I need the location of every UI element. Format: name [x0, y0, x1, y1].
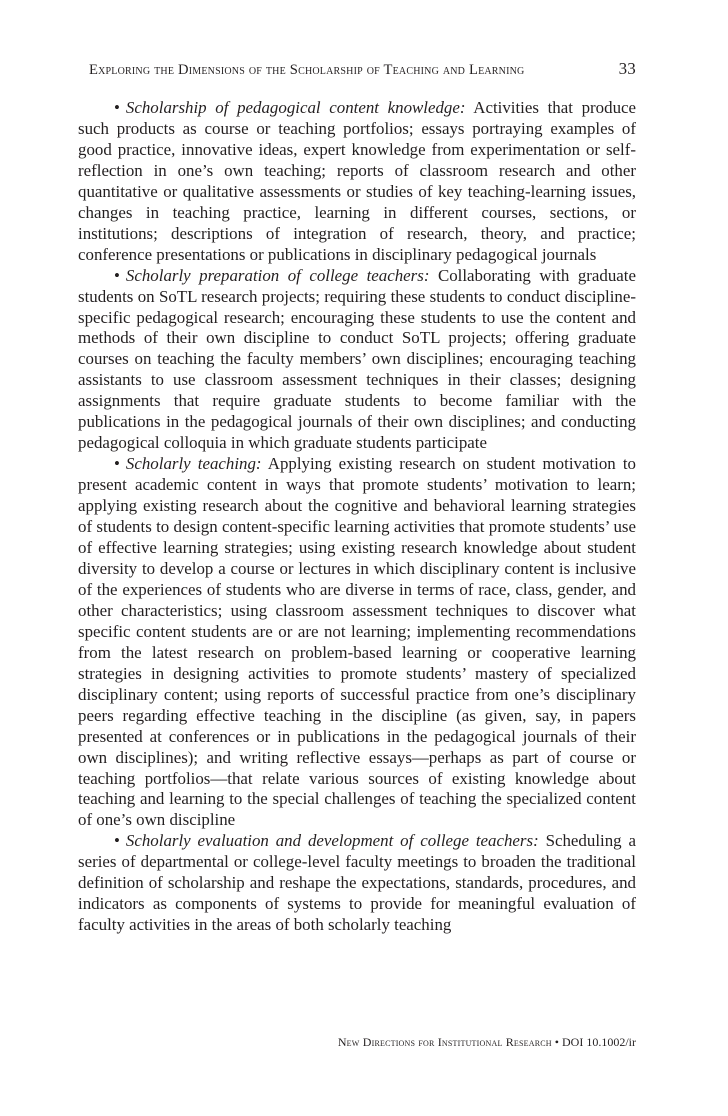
- page-footer: [338, 1035, 636, 1050]
- page-number: 33: [618, 59, 636, 78]
- bullet-icon: •: [114, 831, 120, 851]
- paragraph-scholarly-preparation: [78, 266, 636, 455]
- bullet-icon: •: [114, 265, 120, 285]
- body-text: [78, 98, 636, 936]
- paragraph-term: Scholarly teaching:: [125, 454, 262, 474]
- paragraph-text: Activities that produce such products as course or teaching portfolios; essays portraying examples of good practice, innovative ideas, expert knowledge from experimentation or self-reflection in one’s own teaching; reports of classroom research and other quantitative or qualitative assessments or studies of key teaching-learning issues, changes in teaching practice, learning in different courses, sections, or institutions; descriptions of integration of research, theory, and practice; conference presentations or publications in disciplinary pedagogical journals: [78, 98, 637, 264]
- paragraph-scholarly-evaluation: [78, 831, 636, 936]
- paragraph-text: Applying existing research on student motivation to present academic content in ways that promote students’ motivation to learn; applying existing research about the cognitive and behavioral learning strategies of students to design content-specific learning activities that promote students’ use of effective learning strategies; using existing research knowledge about student diversity to develop a course or lectures in which disciplinary content is inclusive of the experiences of students who are diverse in terms of race, class, gender, and other characteristics; using classroom assessment techniques to discover what specific content students are or are not learning; implementing recommendations from the latest research on problem-based learning or cooperative learning strategies in designing activities to promote students’ mastery of specialized disciplinary content; using reports of successful practice from one’s disciplinary peers regarding effective teaching in the discipline (as given, say, in papers presented at conferences or in publications in the pedagogical journals of their own disciplines); and writing reflective essays—perhaps as part of course or teaching portfolios—that relate various sources of existing knowledge about teaching and learning to the special challenges of teaching the specialized content of one’s own discipline: [78, 454, 636, 830]
- paragraph-text: Collaborating with graduate students on SoTL research projects; requiring these students to conduct discipline-specific pedagogical research; encouraging these students to use the content and methods of their own discipline to conduct SoTL projects; offering graduate courses on teaching the faculty members’ own disciplines; encouraging teaching assistants to use classroom assessment techniques in their classes; designing assignments that require graduate students to become familiar with the publications in the pedagogical journals of their own disciplines; and conducting pedagogical colloquia in which graduate students participate: [78, 265, 636, 453]
- paragraph-term: Scholarly evaluation and development of college teachers:: [125, 831, 539, 851]
- running-head: [89, 59, 636, 83]
- footer-separator: •: [554, 1035, 559, 1049]
- bullet-icon: •: [114, 454, 120, 474]
- doi: DOI 10.1002/ir: [562, 1035, 636, 1049]
- running-title: Exploring the Dimensions of the Scholarship of Teaching and Learning: [89, 62, 525, 78]
- paragraph-pedagogical-content-knowledge: [78, 98, 636, 266]
- bullet-icon: •: [114, 98, 120, 117]
- paragraph-term: Scholarly preparation of college teachers:: [125, 265, 430, 285]
- journal-name: New Directions for Institutional Research: [337, 1035, 552, 1049]
- paragraph-scholarly-teaching: [78, 454, 636, 831]
- paragraph-term: Scholarship of pedagogical content knowledge:: [125, 98, 466, 117]
- paragraph-text: Scheduling a series of departmental or college-level faculty meetings to broaden the traditional definition of scholarship and reshape the expectations, standards, procedures, and indicators as components of systems to provide for meaningful evaluation of faculty activities in the areas of both scholarly teaching: [78, 831, 636, 935]
